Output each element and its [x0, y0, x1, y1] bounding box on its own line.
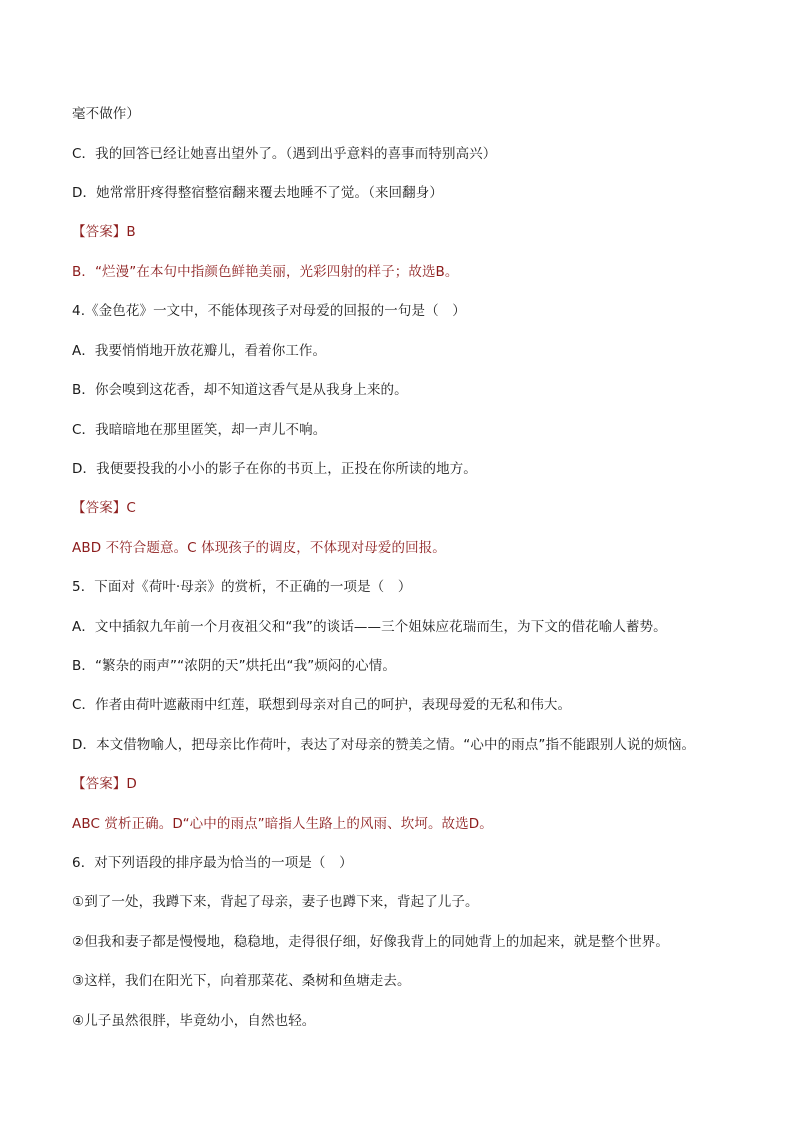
answer-label-q5: 【答案】D: [72, 776, 137, 792]
option-b-q5: B．“繁杂的雨声”“浓阴的天”烘托出“我”烦闷的心情。: [72, 658, 396, 674]
question-6: 6．对下列语段的排序最为恰当的一项是（ ）: [72, 855, 353, 871]
sentence-2-q6: ②但我和妻子都是慢慢地，稳稳地，走得很仔细，好像我背上的同她背上的加起来，就是整个世界。: [72, 934, 670, 950]
sentence-1-q6: ①到了一处，我蹲下来，背起了母亲，妻子也蹲下来，背起了儿子。: [72, 894, 479, 910]
question-4: 4.《金色花》一文中，不能体现孩子对母爱的回报的一句是（ ）: [72, 303, 466, 319]
answer-label-q4: 【答案】C: [72, 500, 136, 516]
answer-label-q3: 【答案】B: [72, 224, 136, 240]
question-5: 5．下面对《荷叶·母亲》的赏析，不正确的一项是（ ）: [72, 579, 412, 595]
answer-explanation-q5: ABC 赏析正确。D“心中的雨点”暗指人生路上的风雨、坎坷。故选D。: [72, 816, 493, 832]
option-a-q4: A．我要悄悄地开放花瓣儿，看着你工作。: [72, 343, 327, 359]
answer-explanation-q4: ABD 不符合题意。C 体现孩子的调皮，不体现对母爱的回报。: [72, 540, 446, 556]
sentence-4-q6: ④儿子虽然很胖，毕竟幼小，自然也轻。: [72, 1013, 316, 1029]
option-d-q3: D．她常常肝疼得整宿整宿翻来覆去地睡不了觉。（来回翻身）: [72, 185, 443, 201]
option-c-q3: C．我的回答已经让她喜出望外了。（遇到出乎意料的喜事而特别高兴）: [72, 146, 497, 162]
option-a-q5: A．文中插叙九年前一个月夜祖父和“我”的谈话——三个姐妹应花瑞而生，为下文的借花喻人蓄势。: [72, 619, 667, 635]
option-d-q5: D．本文借物喻人，把母亲比作荷叶，表达了对母亲的赞美之情。“心中的雨点”指不能跟别人说的烦恼。: [72, 737, 696, 753]
text-line-1: 毫不做作）: [72, 106, 140, 122]
answer-explanation-q3: B．“烂漫”在本句中指颜色鲜艳美丽，光彩四射的样子；故选B。: [72, 264, 459, 280]
option-b-q4: B．你会嗅到这花香，却不知道这香气是从我身上来的。: [72, 382, 408, 398]
option-c-q5: C．作者由荷叶遮蔽雨中红莲，联想到母亲对自己的呵护，表现母爱的无私和伟大。: [72, 697, 572, 713]
option-c-q4: C．我暗暗地在那里匿笑，却一声儿不响。: [72, 422, 327, 438]
option-d-q4: D．我便要投我的小小的影子在你的书页上，正投在你所读的地方。: [72, 461, 477, 477]
sentence-3-q6: ③这样，我们在阳光下，向着那菜花、桑树和鱼塘走去。: [72, 973, 411, 989]
